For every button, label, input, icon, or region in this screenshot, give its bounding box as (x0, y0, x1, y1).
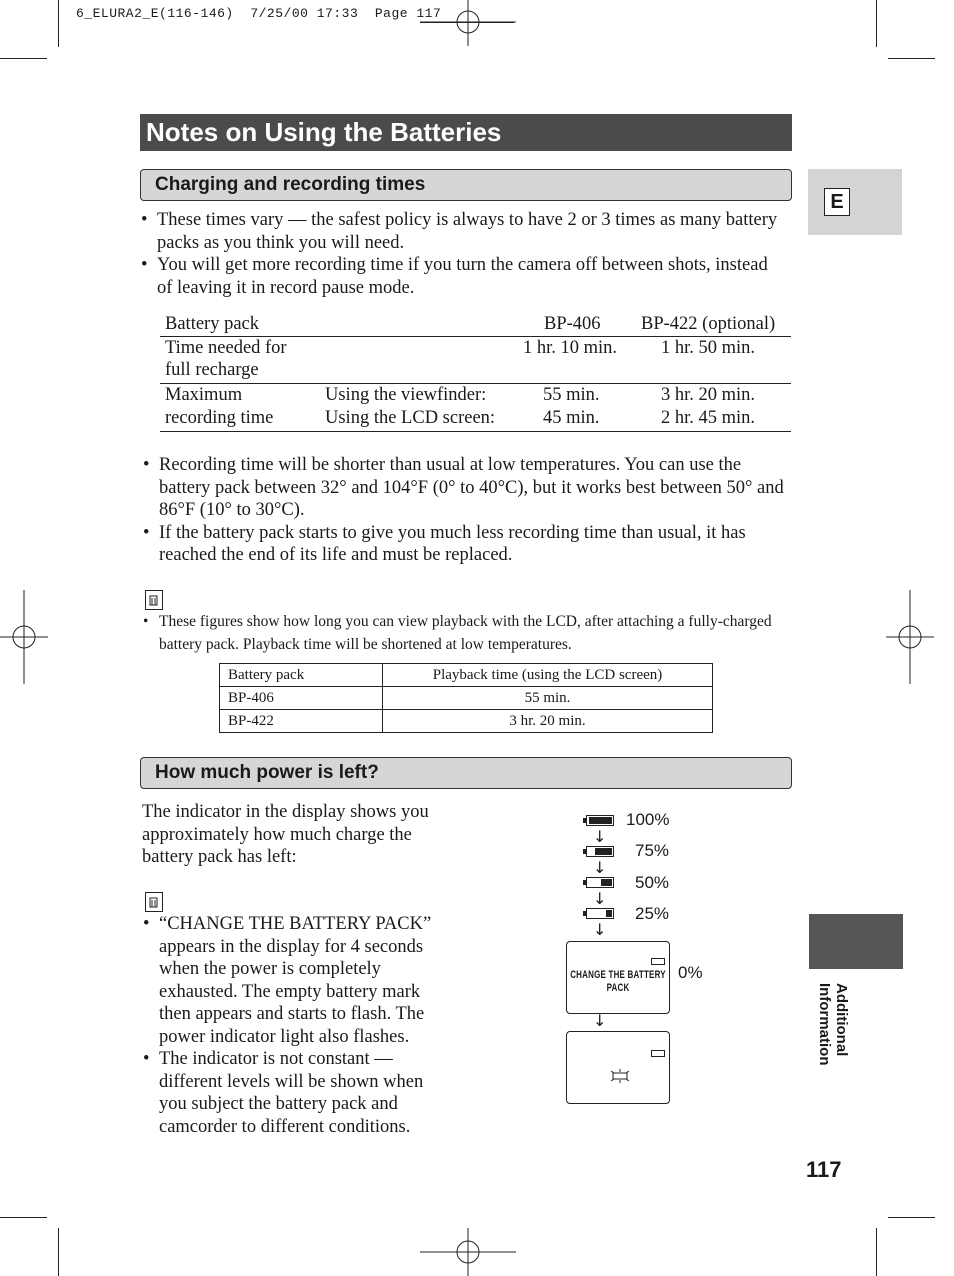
flashing-battery-icon (609, 1069, 631, 1083)
table-cell: 45 min. (543, 408, 600, 428)
battery-empty-icon (651, 1050, 665, 1057)
power-intro: The indicator in the display shows you approximately how much charge the battery pack has left: (142, 802, 429, 867)
table-cell: full recharge (165, 360, 259, 380)
crop-mark (0, 58, 47, 59)
registration-mark (886, 590, 934, 684)
battery-level-label: 25% (635, 904, 670, 923)
lcd-screen-empty-battery (566, 1031, 670, 1104)
temperature-notes (143, 454, 788, 567)
bullet-item: • These times vary — the safest policy is always to have 2 or 3 times as many battery packs as you think you will need. (141, 209, 781, 254)
registration-mark (0, 590, 48, 684)
table-cell: Using the viewfinder: (325, 385, 487, 405)
crop-mark (876, 1228, 877, 1276)
charging-table (160, 312, 791, 432)
crop-mark (876, 0, 877, 47)
crop-mark (58, 1228, 59, 1276)
bullet-item: • The indicator is not constant — different levels will be shown when you subject the battery pack and camcorder to different conditions. (143, 1048, 453, 1138)
language-tab-letter: E (824, 188, 850, 216)
table-header-bp406: BP-406 (544, 314, 601, 334)
table-cell: BP-406 (220, 687, 383, 710)
battery-level-label: 0% (678, 963, 703, 982)
table-cell: 55 min. (383, 687, 713, 710)
battery-level-icon (586, 815, 614, 826)
table-header-battery-pack: Battery pack (220, 664, 383, 687)
page-number: 117 (806, 1157, 842, 1182)
table-cell: 1 hr. 10 min. (523, 338, 618, 358)
bullet-item: • Recording time will be shorter than usual at low temperatures. You can use the battery pack between 32° and 104°F (0° to 40°C), but it works best between 50° and 86°F (10° to 30°C). (143, 454, 788, 522)
lcd-screen-change-battery (566, 941, 670, 1014)
arrow-down-icon: ↓ (593, 920, 607, 939)
arrow-down-icon: ↓ (593, 1011, 607, 1030)
section-heading-power-left: How much power is left? (140, 757, 792, 789)
playback-note: • These figures show how long you can view playback with the LCD, after attaching a fully-charged battery pack. Playback time will be shortened at low temperatures. (143, 611, 789, 656)
battery-level-label: 75% (635, 841, 670, 860)
crop-mark (888, 58, 935, 59)
chapter-tab (809, 914, 903, 969)
memo-icon (145, 892, 163, 912)
power-notes (143, 913, 453, 1138)
table-cell: BP-422 (220, 710, 383, 733)
table-header-battery-pack: Battery pack (165, 314, 259, 334)
arrow-down-icon: ↓ (593, 889, 607, 908)
bullet-item: • You will get more recording time if you turn the camera off between shots, instead of leaving it in record pause mode. (141, 254, 781, 299)
table-header-playback-time: Playback time (using the LCD screen) (383, 664, 713, 687)
section-heading-charging: Charging and recording times (140, 169, 792, 201)
memo-icon (145, 590, 163, 610)
battery-level-label: 100% (626, 810, 670, 829)
table-cell: 3 hr. 20 min. (661, 385, 756, 405)
language-tab (808, 169, 902, 235)
charging-notes (141, 209, 781, 299)
crop-mark (0, 1217, 47, 1218)
print-header: 6_ELURA2_E(116-146) 7/25/00 17:33 Page 117 (76, 6, 442, 21)
table-cell: 1 hr. 50 min. (661, 338, 756, 358)
registration-mark (420, 1228, 516, 1276)
table-cell: 3 hr. 20 min. (383, 710, 713, 733)
table-cell: Using the LCD screen: (325, 408, 496, 428)
crop-mark (58, 0, 59, 47)
table-cell: recording time (165, 408, 274, 428)
battery-empty-icon (651, 958, 665, 965)
bullet-item: • If the battery pack starts to give you much less recording time than usual, it has reached the end of its life and must be replaced. (143, 522, 788, 567)
battery-level-icon (586, 846, 614, 857)
playback-table (219, 663, 713, 733)
page-title: Notes on Using the Batteries (140, 114, 792, 151)
lcd-message: CHANGE THE BATTERY PACK (570, 968, 666, 994)
chapter-label: Additional Information (816, 983, 850, 1066)
crop-mark (888, 1217, 935, 1218)
table-header-bp422: BP-422 (optional) (641, 314, 776, 334)
arrow-down-icon: ↓ (593, 858, 607, 877)
battery-level-icon (586, 877, 614, 888)
table-cell: 55 min. (543, 385, 600, 405)
arrow-down-icon: ↓ (593, 827, 607, 846)
header-rule (420, 22, 514, 23)
battery-level-icon (586, 908, 614, 919)
bullet-item: • “CHANGE THE BATTERY PACK” appears in the display for 4 seconds when the power is completely exhausted. The empty battery mark then appears and starts to flash. The power indicator light also flashes. (143, 913, 453, 1048)
table-cell: Maximum (165, 385, 243, 405)
table-cell: Time needed for (165, 338, 287, 358)
battery-level-label: 50% (635, 873, 670, 892)
table-cell: 2 hr. 45 min. (661, 408, 756, 428)
